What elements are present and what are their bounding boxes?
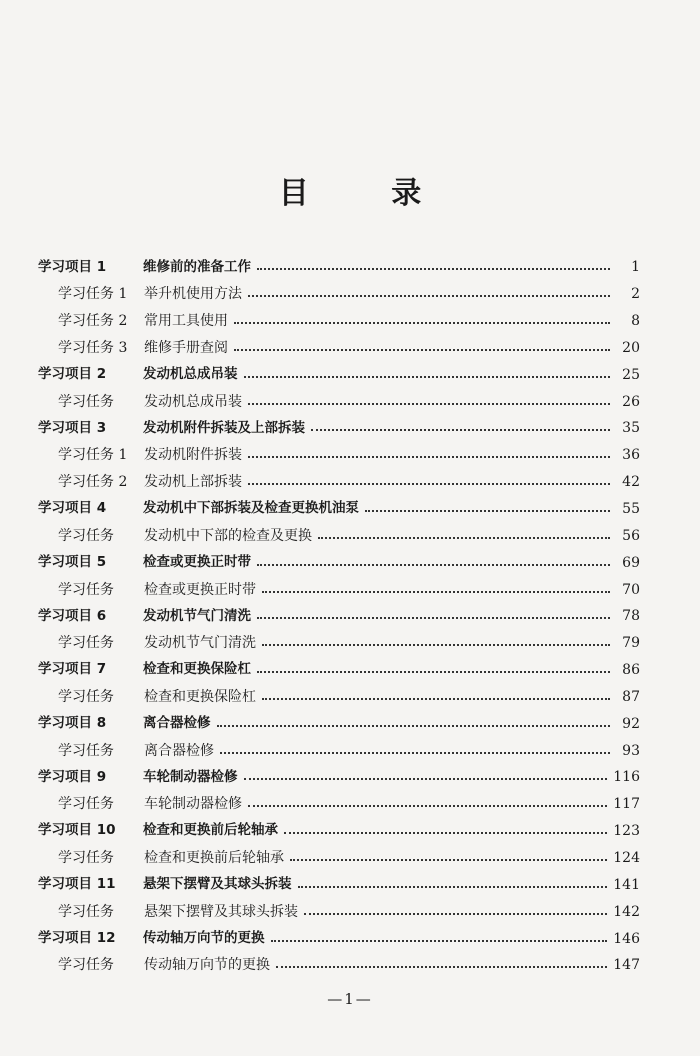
entry-page-number: 146 bbox=[613, 930, 640, 947]
entry-page-number: 56 bbox=[622, 527, 640, 544]
entry-title: 传动轴万向节的更换 bbox=[144, 957, 270, 974]
entry-page-number: 1 bbox=[631, 259, 640, 276]
page-title: 目 录 bbox=[278, 176, 458, 211]
entry-page-number: 2 bbox=[631, 286, 640, 303]
toc-project-entry bbox=[38, 254, 640, 281]
entry-page-number: 78 bbox=[622, 608, 640, 625]
entry-number: 学习任务 bbox=[58, 635, 114, 652]
toc-project-entry bbox=[38, 496, 640, 523]
toc-project-entry bbox=[38, 710, 640, 737]
entry-page-number: 42 bbox=[622, 474, 640, 491]
entry-number: 学习项目 11 bbox=[38, 876, 116, 893]
entry-number: 学习任务 bbox=[58, 688, 114, 705]
toc-task-entry bbox=[38, 630, 640, 657]
entry-title: 维修前的准备工作 bbox=[143, 258, 251, 275]
dot-leader bbox=[248, 403, 610, 405]
entry-title: 发动机节气门清洗 bbox=[144, 635, 256, 652]
toc-task-entry bbox=[38, 281, 640, 308]
dot-leader bbox=[257, 564, 610, 566]
toc-project-entry bbox=[38, 549, 640, 576]
entry-title: 离合器检修 bbox=[144, 742, 214, 759]
entry-page-number: 116 bbox=[613, 769, 640, 786]
toc-project-entry bbox=[38, 764, 640, 791]
toc-task-entry bbox=[38, 952, 640, 979]
entry-title: 常用工具使用 bbox=[144, 313, 228, 330]
entry-page-number: 25 bbox=[622, 366, 640, 383]
entry-page-number: 124 bbox=[613, 849, 640, 866]
entry-title: 检查和更换前后轮轴承 bbox=[143, 822, 278, 839]
entry-page-number: 147 bbox=[613, 957, 640, 974]
page-number-footer: —1— bbox=[327, 990, 373, 1008]
dot-leader bbox=[284, 832, 607, 834]
entry-number: 学习任务 1 bbox=[58, 286, 128, 303]
toc-project-entry bbox=[38, 871, 640, 898]
dot-leader bbox=[290, 859, 607, 861]
entry-title: 发动机中下部的检查及更换 bbox=[144, 527, 312, 544]
entry-number: 学习项目 12 bbox=[38, 929, 116, 946]
dot-leader bbox=[318, 537, 610, 539]
entry-title: 检查和更换前后轮轴承 bbox=[144, 849, 284, 866]
toc-task-entry bbox=[38, 737, 640, 764]
dot-leader bbox=[262, 698, 610, 700]
entry-number: 学习任务 bbox=[58, 742, 114, 759]
entry-title: 车轮制动器检修 bbox=[144, 796, 242, 813]
toc-project-entry bbox=[38, 603, 640, 630]
dot-leader bbox=[304, 913, 607, 915]
toc-project-entry bbox=[38, 657, 640, 684]
dot-leader bbox=[244, 778, 608, 780]
entry-number: 学习任务 bbox=[58, 849, 114, 866]
entry-page-number: 141 bbox=[613, 876, 640, 893]
dot-leader bbox=[220, 752, 610, 754]
entry-number: 学习项目 1 bbox=[38, 258, 107, 275]
toc-task-entry bbox=[38, 442, 640, 469]
toc-project-entry bbox=[38, 361, 640, 388]
toc-task-entry bbox=[38, 308, 640, 335]
entry-title: 传动轴万向节的更换 bbox=[143, 929, 265, 946]
dot-leader bbox=[298, 886, 608, 888]
entry-number: 学习任务 bbox=[58, 796, 114, 813]
dot-leader bbox=[311, 429, 610, 431]
entry-number: 学习任务 bbox=[58, 527, 114, 544]
entry-number: 学习任务 bbox=[58, 957, 114, 974]
entry-page-number: 26 bbox=[622, 393, 640, 410]
entry-number: 学习任务 bbox=[58, 393, 114, 410]
dot-leader bbox=[248, 483, 610, 485]
entry-title: 检查和更换保险杠 bbox=[143, 661, 251, 678]
toc-task-entry bbox=[38, 791, 640, 818]
entry-number: 学习项目 9 bbox=[38, 768, 107, 785]
entry-number: 学习任务 bbox=[58, 903, 114, 920]
entry-page-number: 123 bbox=[613, 823, 640, 840]
entry-page-number: 20 bbox=[622, 339, 640, 356]
entry-page-number: 92 bbox=[622, 715, 640, 732]
dot-leader bbox=[248, 456, 610, 458]
toc-task-entry bbox=[38, 335, 640, 362]
table-of-contents bbox=[38, 254, 640, 979]
entry-number: 学习项目 7 bbox=[38, 661, 107, 678]
dot-leader bbox=[365, 510, 610, 512]
entry-page-number: 36 bbox=[622, 447, 640, 464]
toc-project-entry bbox=[38, 415, 640, 442]
entry-title: 发动机附件拆装 bbox=[144, 447, 242, 464]
entry-page-number: 117 bbox=[613, 796, 640, 813]
entry-page-number: 142 bbox=[613, 903, 640, 920]
dot-leader bbox=[244, 376, 611, 378]
entry-title: 检查或更换正时带 bbox=[143, 553, 251, 570]
dot-leader bbox=[234, 349, 610, 351]
toc-task-entry bbox=[38, 388, 640, 415]
dot-leader bbox=[234, 322, 610, 324]
dot-leader bbox=[271, 940, 608, 942]
entry-title: 发动机附件拆装及上部拆装 bbox=[143, 419, 305, 436]
entry-title: 车轮制动器检修 bbox=[143, 768, 238, 785]
entry-number: 学习项目 6 bbox=[38, 607, 107, 624]
dot-leader bbox=[257, 671, 610, 673]
dot-leader bbox=[262, 644, 610, 646]
entry-title: 发动机节气门清洗 bbox=[143, 607, 251, 624]
entry-number: 学习项目 8 bbox=[38, 715, 107, 732]
dot-leader bbox=[257, 268, 610, 270]
entry-title: 发动机总成吊装 bbox=[143, 366, 238, 383]
entry-page-number: 86 bbox=[622, 662, 640, 679]
toc-task-entry bbox=[38, 469, 640, 496]
entry-page-number: 87 bbox=[622, 688, 640, 705]
entry-page-number: 93 bbox=[622, 742, 640, 759]
dot-leader bbox=[262, 591, 610, 593]
entry-number: 学习项目 2 bbox=[38, 366, 107, 383]
entry-number: 学习项目 3 bbox=[38, 419, 107, 436]
toc-task-entry bbox=[38, 576, 640, 603]
toc-project-entry bbox=[38, 925, 640, 952]
entry-title: 检查和更换保险杠 bbox=[144, 688, 256, 705]
entry-number: 学习项目 5 bbox=[38, 553, 107, 570]
entry-number: 学习任务 bbox=[58, 581, 114, 598]
entry-page-number: 79 bbox=[622, 635, 640, 652]
toc-project-entry bbox=[38, 818, 640, 845]
entry-number: 学习任务 3 bbox=[58, 339, 128, 356]
entry-page-number: 55 bbox=[622, 501, 640, 518]
entry-title: 举升机使用方法 bbox=[144, 286, 242, 303]
entry-title: 检查或更换正时带 bbox=[144, 581, 256, 598]
entry-number: 学习任务 2 bbox=[58, 474, 128, 491]
dot-leader bbox=[248, 805, 607, 807]
entry-title: 悬架下摆臂及其球头拆装 bbox=[144, 903, 298, 920]
entry-page-number: 70 bbox=[622, 581, 640, 598]
dot-leader bbox=[217, 725, 611, 727]
entry-title: 发动机总成吊装 bbox=[144, 393, 242, 410]
entry-number: 学习任务 2 bbox=[58, 313, 128, 330]
entry-page-number: 69 bbox=[622, 554, 640, 571]
entry-title: 维修手册查阅 bbox=[144, 339, 228, 356]
toc-task-entry bbox=[38, 845, 640, 872]
dot-leader bbox=[248, 295, 610, 297]
entry-title: 离合器检修 bbox=[143, 715, 211, 732]
dot-leader bbox=[257, 617, 610, 619]
toc-task-entry bbox=[38, 684, 640, 711]
entry-title: 发动机上部拆装 bbox=[144, 474, 242, 491]
entry-number: 学习项目 10 bbox=[38, 822, 116, 839]
entry-number: 学习任务 1 bbox=[58, 447, 128, 464]
entry-page-number: 35 bbox=[622, 420, 640, 437]
toc-task-entry bbox=[38, 522, 640, 549]
entry-page-number: 8 bbox=[631, 313, 640, 330]
entry-title: 发动机中下部拆装及检查更换机油泵 bbox=[143, 500, 359, 517]
entry-number: 学习项目 4 bbox=[38, 500, 107, 517]
toc-task-entry bbox=[38, 898, 640, 925]
entry-title: 悬架下摆臂及其球头拆装 bbox=[143, 876, 292, 893]
dot-leader bbox=[276, 966, 607, 968]
